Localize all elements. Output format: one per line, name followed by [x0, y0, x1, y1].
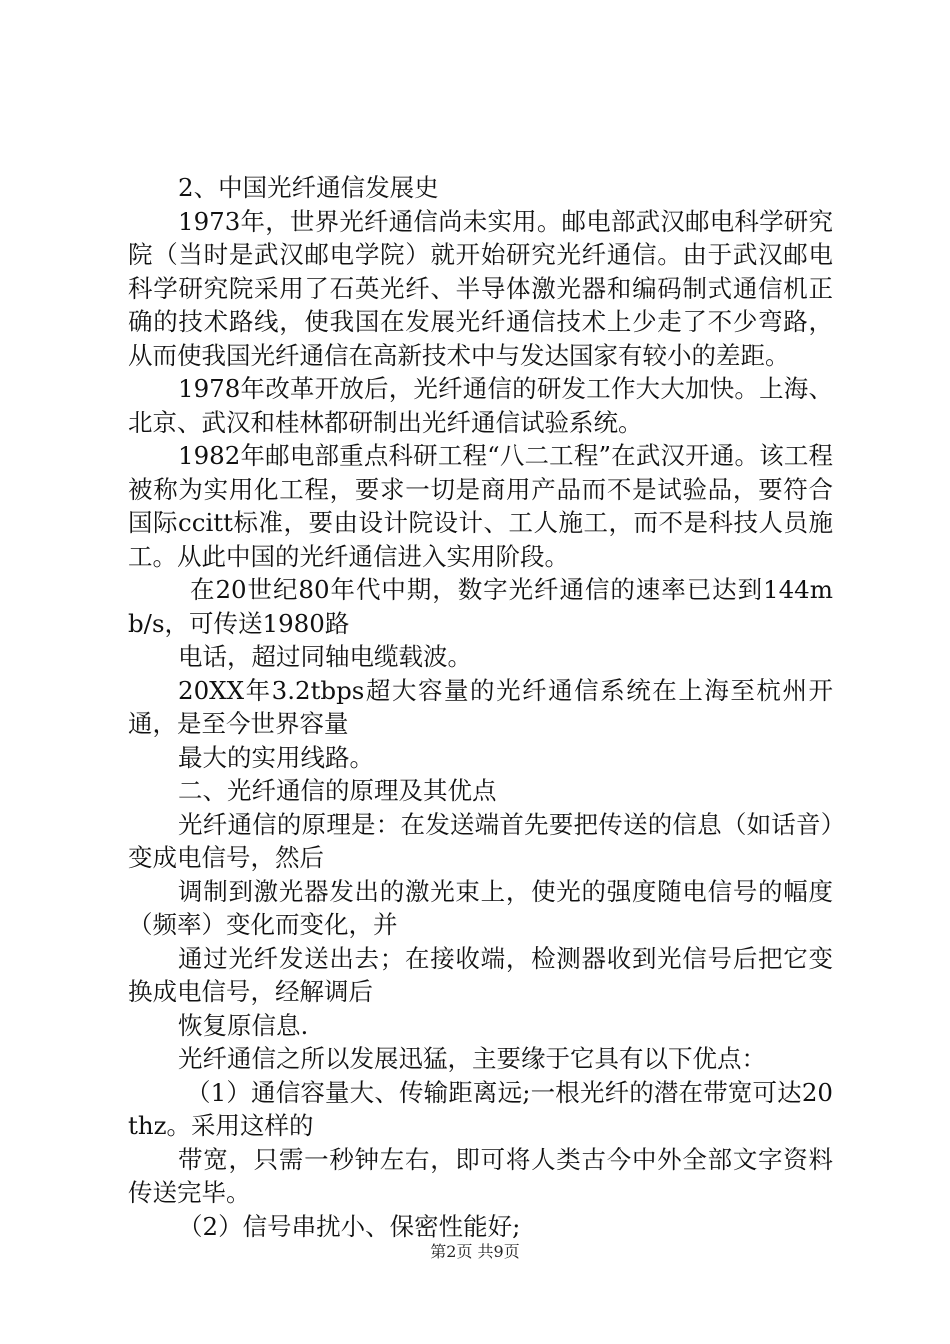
- paragraph: 在20世纪80年代中期，数字光纤通信的速率已达到144mb/s，可传送1980路: [128, 575, 833, 638]
- document-body: [128, 171, 833, 1243]
- section-heading: 2、中国光纤通信发展史: [178, 173, 439, 202]
- paragraph: 20XX年3.2tbps超大容量的光纤通信系统在上海至杭州开通，是至今世界容量: [128, 675, 833, 738]
- paragraph: 带宽，只需一秒钟左右，即可将人类古今中外全部文字资料传送完毕。: [128, 1144, 833, 1207]
- paragraph: 最大的实用线路。: [178, 742, 374, 772]
- paragraph: 1982年邮电部重点科研工程“八二工程”在武汉开通。该工程被称为实用化工程，要求一切是商用产品而不是试验品，要符合国际ccitt标准，要由设计院设计、工人施工，而不是科技人员施工。从此中国的光纤通信进入实用阶段。: [128, 441, 833, 571]
- paragraph: 电话，超过同轴电缆载波。: [178, 642, 472, 671]
- list-item: （2）信号串扰小、保密性能好;: [178, 1211, 521, 1241]
- paragraph: 通过光纤发送出去；在接收端，检测器收到光信号后把它变换成电信号，经解调后: [128, 943, 833, 1006]
- paragraph: 光纤通信的原理是：在发送端首先要把传送的信息（如话音）变成电信号，然后: [128, 809, 833, 872]
- paragraph: 恢复原信息.: [178, 1010, 309, 1040]
- section-heading: 二、光纤通信的原理及其优点: [178, 776, 497, 805]
- list-item: （1）通信容量大、传输距离远;一根光纤的潜在带宽可达20thz。采用这样的: [128, 1077, 833, 1140]
- paragraph: 1978年改革开放后，光纤通信的研发工作大大加快。上海、北京、武汉和桂林都研制出光纤通信试验系统。: [128, 374, 833, 437]
- page-number-footer: 第2页 共9页: [430, 1242, 520, 1261]
- paragraph: 1973年，世界光纤通信尚未实用。邮电部武汉邮电科学研究院（当时是武汉邮电学院）就开始研究光纤通信。由于武汉邮电科学研究院采用了石英光纤、半导体激光器和编码制式通信机正确的技术路线，使我国在发展光纤通信技术上少走了不少弯路，从而使我国光纤通信在高新技术中与发达国家有较小的差距。: [128, 206, 833, 370]
- paragraph: 调制到激光器发出的激光束上，使光的强度随电信号的幅度（频率）变化而变化，并: [128, 876, 833, 939]
- paragraph: 光纤通信之所以发展迅猛，主要缘于它具有以下优点：: [178, 1044, 766, 1073]
